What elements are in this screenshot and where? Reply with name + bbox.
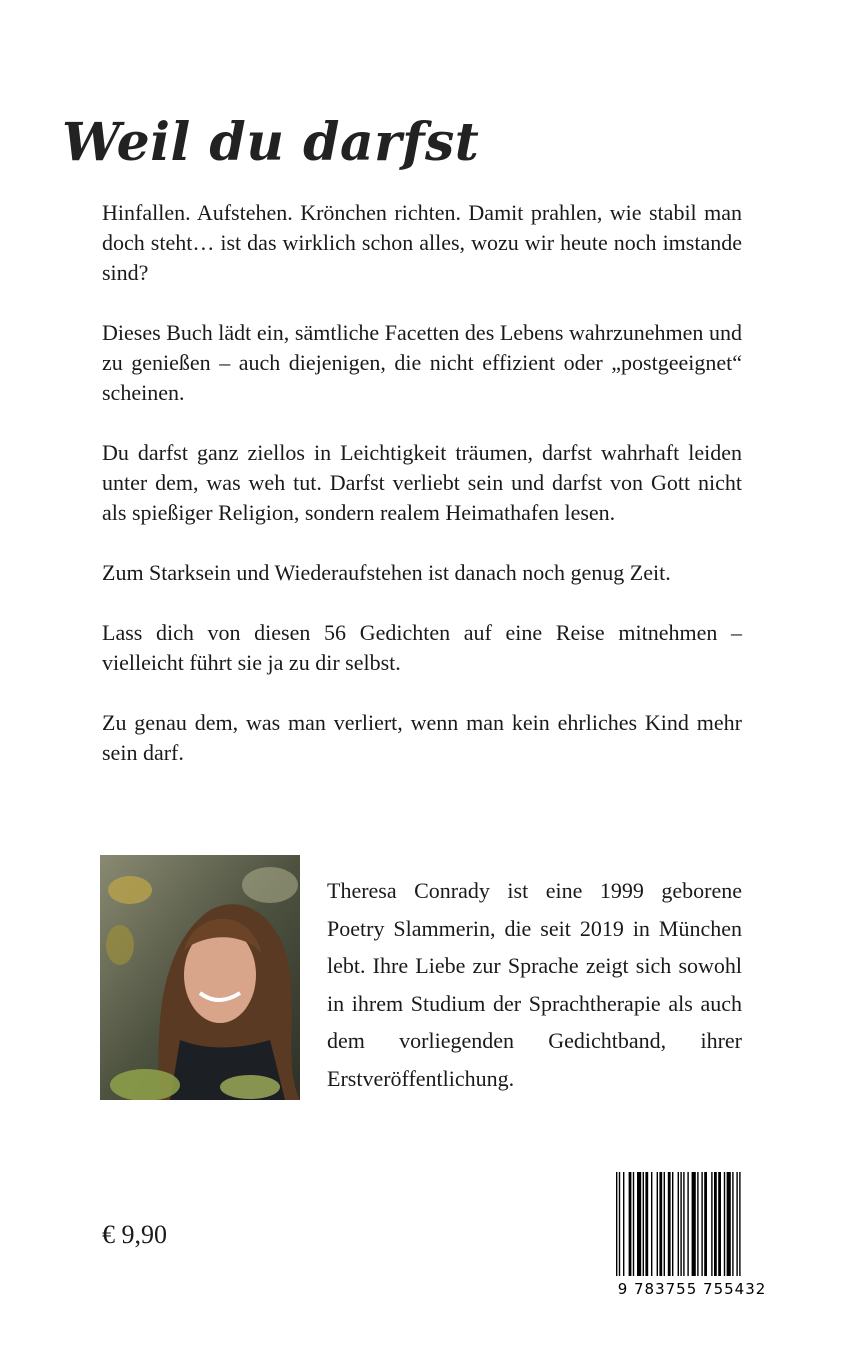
barcode-bars bbox=[612, 1172, 772, 1280]
isbn-number: 9 783755 755432 bbox=[617, 1280, 767, 1298]
blurb-text bbox=[102, 198, 742, 798]
blurb-paragraph-4: Zum Starksein und Wiederaufstehen ist danach noch genug Zeit. bbox=[102, 560, 671, 585]
blurb-paragraph-5: Lass dich von diesen 56 Gedichten auf eine Reise mitnehmen – vielleicht führt sie ja zu dir selbst. bbox=[102, 620, 742, 675]
blurb-paragraph-1: Hinfallen. Aufstehen. Krönchen richten. Damit prahlen, wie stabil man doch steht… ist das wirklich schon alles, wozu wir heute noch imstande sind? bbox=[102, 200, 742, 285]
blurb-paragraph-3: Du darfst ganz ziellos in Leichtigkeit träumen, darfst wahrhaft leiden unter dem, was weh tut. Darfst verliebt sein und darfst von Gott nicht als spießiger Religion, sondern realem Heimathafen lesen. bbox=[102, 440, 742, 525]
isbn-barcode bbox=[612, 1172, 772, 1312]
blurb-paragraph-2: Dieses Buch lädt ein, sämtliche Facetten des Lebens wahrzunehmen und zu genießen – auch diejenigen, die nicht effizient oder „postgeeignet“ scheinen. bbox=[102, 320, 742, 405]
author-bio: Theresa Conrady ist eine 1999 geborene Poetry Slammerin, die seit 2019 in München lebt. Ihre Liebe zur Sprache zeigt sich sowohl in ihrem Studium der Sprachtherapie als auch dem vorliegenden Gedichtband, ihrer Erstveröffentlichung. bbox=[327, 878, 742, 1091]
blurb-paragraph-6: Zu genau dem, was man verliert, wenn man kein ehrliches Kind mehr sein darf. bbox=[102, 710, 742, 765]
price-label: € 9,90 bbox=[102, 1220, 167, 1249]
book-title: Weil du darfst bbox=[62, 112, 480, 173]
author-photo bbox=[100, 855, 300, 1100]
